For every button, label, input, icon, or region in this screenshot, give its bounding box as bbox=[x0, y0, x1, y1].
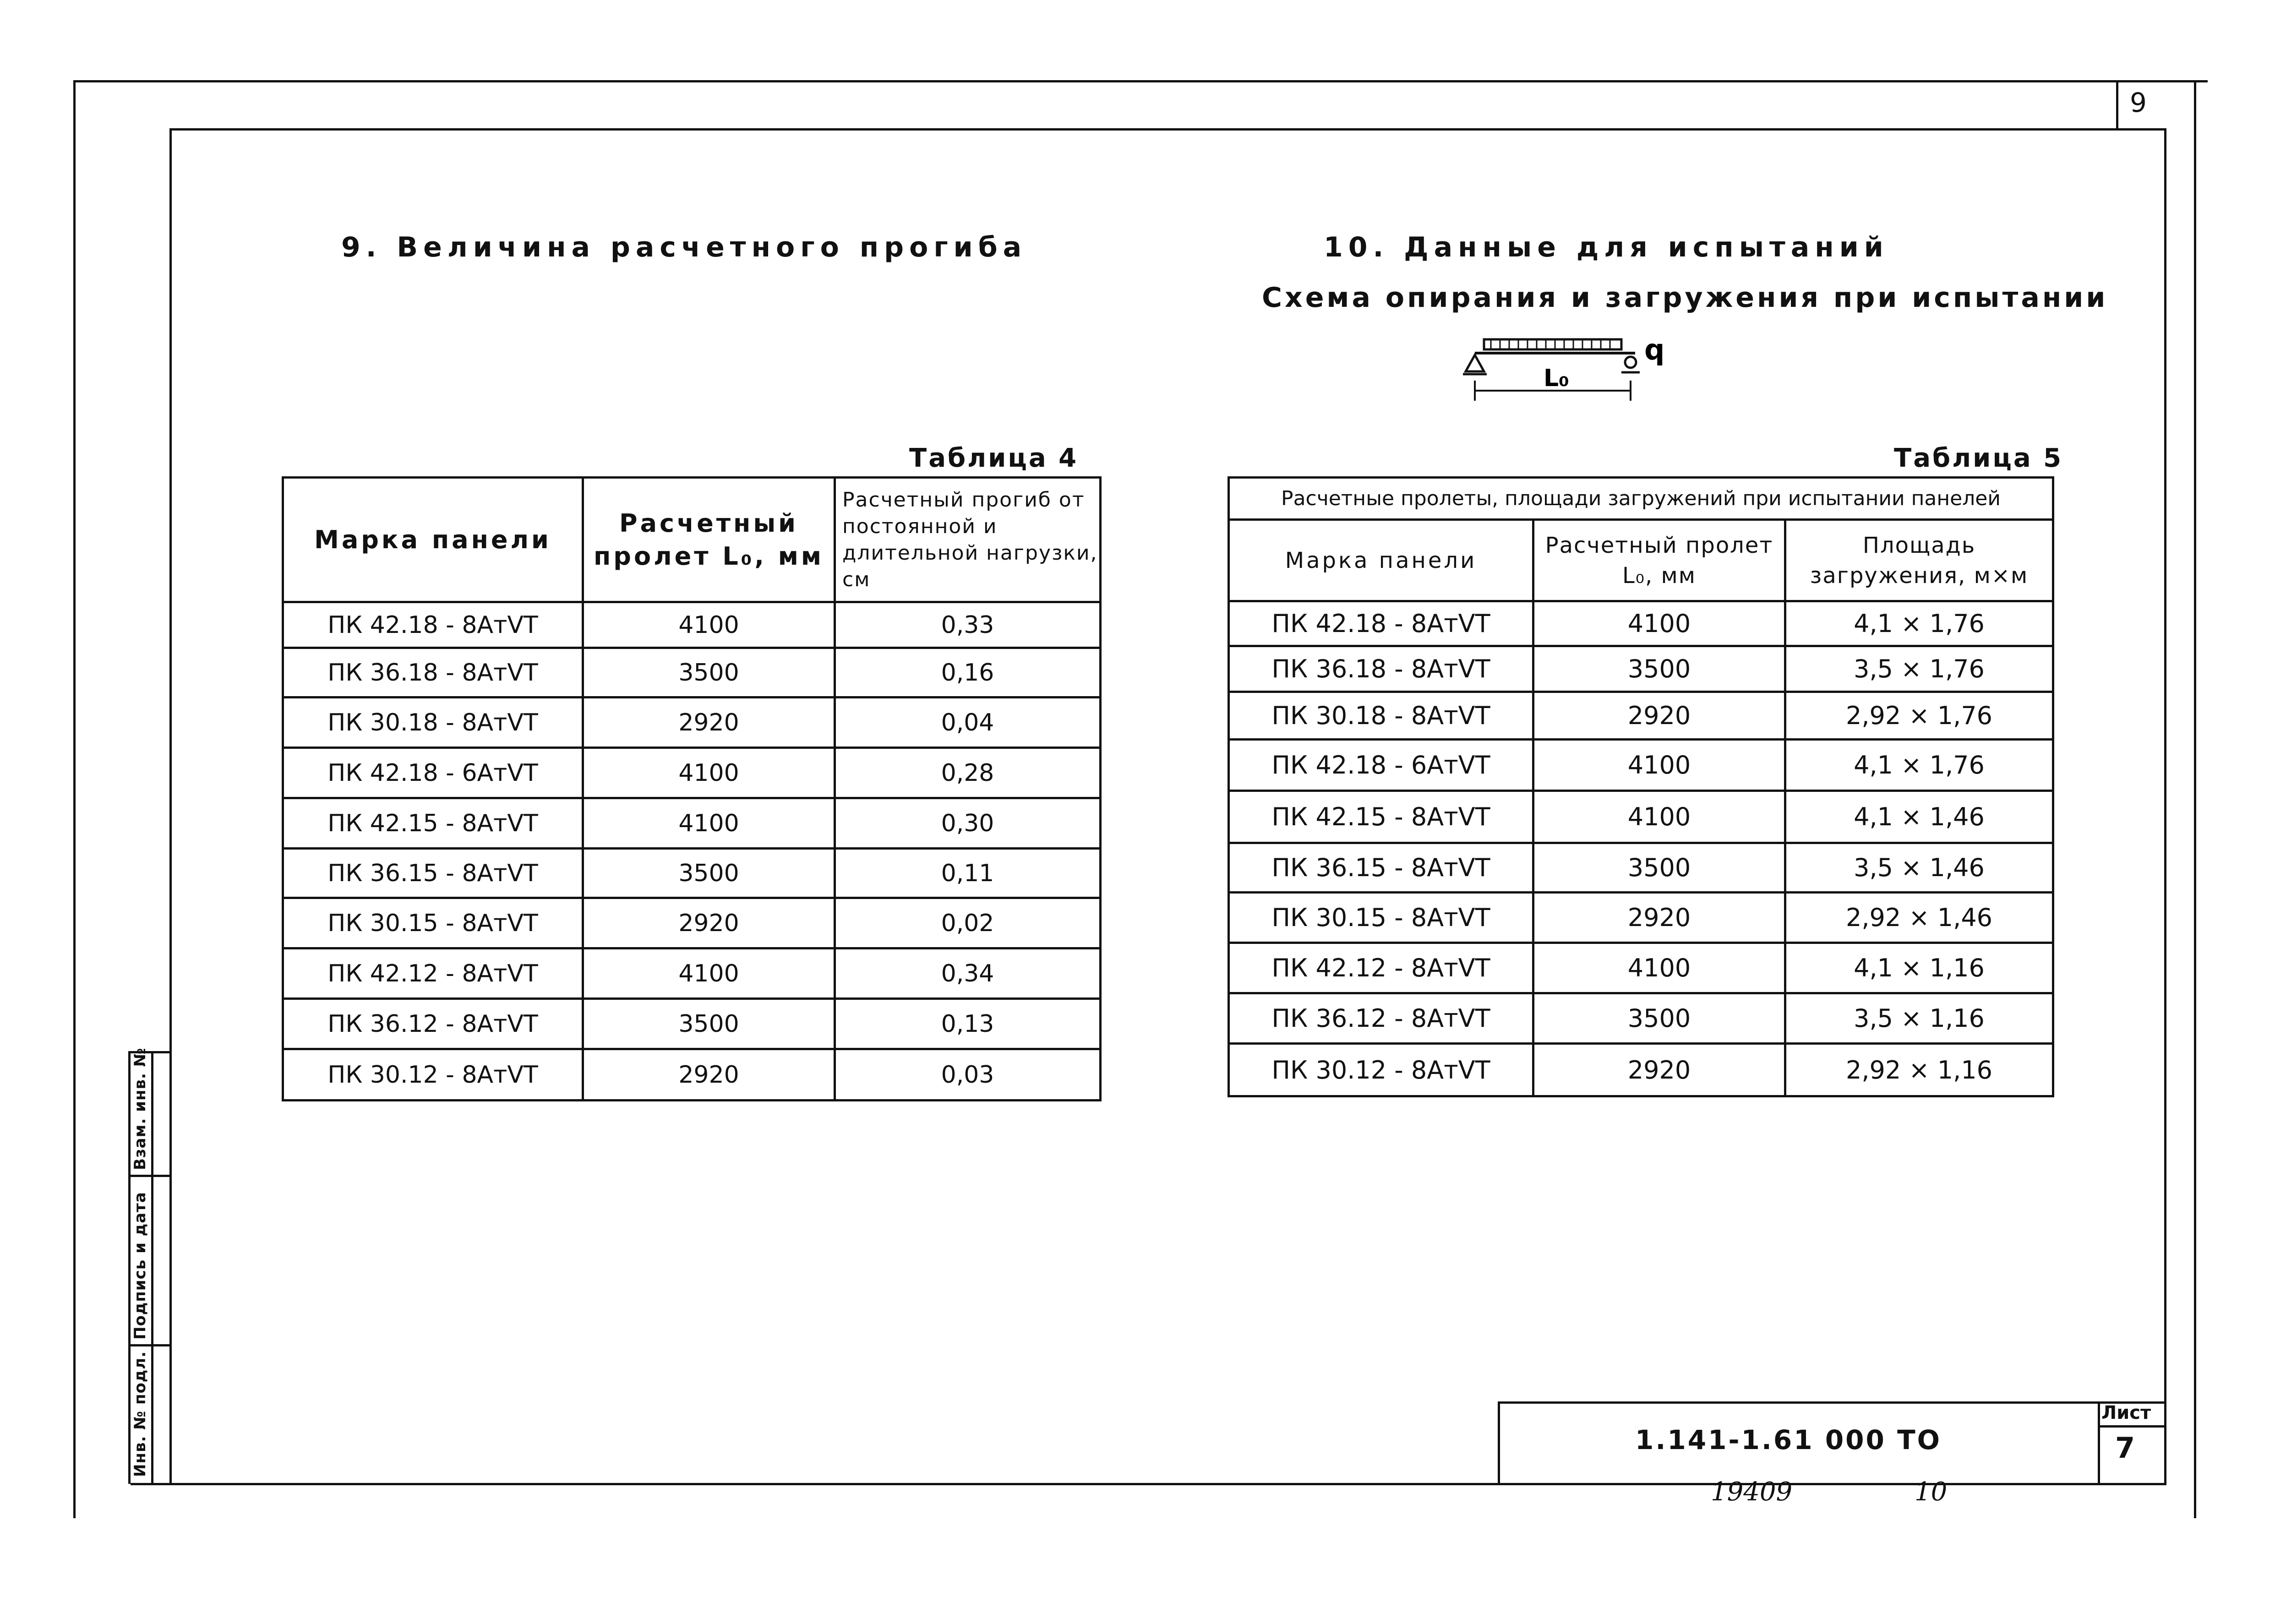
outer-frame-right bbox=[2194, 80, 2196, 1518]
roller-support-icon bbox=[1625, 357, 1636, 368]
table5-cell-mark: ПК 30.12 - 8АтⅤТ bbox=[1229, 1044, 1533, 1096]
table4-cell-span: 3500 bbox=[583, 999, 835, 1049]
table5-cell-mark: ПК 36.18 - 8АтⅤТ bbox=[1229, 646, 1533, 692]
table5-caption: Таблица 5 bbox=[1894, 443, 2063, 473]
side-stamp-podpis-data: Подпись и дата bbox=[131, 1192, 149, 1340]
table5-cell-area: 2,92 × 1,46 bbox=[1785, 893, 2053, 943]
table5-cell-span: 3500 bbox=[1533, 646, 1785, 692]
table4-cell-mark: ПК 42.18 - 6АтⅤТ bbox=[283, 748, 583, 798]
sheet-label: Лист bbox=[2101, 1402, 2151, 1423]
table5-header-span: Расчетный пролет L₀, мм bbox=[1533, 520, 1785, 601]
table5-header-area: Площадь загружения, м×м bbox=[1785, 520, 2053, 601]
table4-cell-value: 0,13 bbox=[835, 999, 1101, 1049]
table5-cell-area: 3,5 × 1,16 bbox=[1785, 993, 2053, 1044]
inner-frame-right bbox=[2164, 128, 2166, 1484]
table5-cell-span: 3500 bbox=[1533, 993, 1785, 1044]
table5-row bbox=[1229, 1044, 2053, 1096]
table4-caption: Таблица 4 bbox=[909, 443, 1079, 473]
table5-cell-area: 3,5 × 1,76 bbox=[1785, 646, 2053, 692]
table5-row bbox=[1229, 943, 2053, 993]
table4-row bbox=[283, 1049, 1101, 1101]
table5-cell-mark: ПК 30.15 - 8АтⅤТ bbox=[1229, 893, 1533, 943]
table5-row bbox=[1229, 791, 2053, 843]
table4-cell-mark: ПК 42.15 - 8АтⅤТ bbox=[283, 798, 583, 849]
side-stamp-left-edge bbox=[128, 1051, 131, 1484]
table4-row bbox=[283, 602, 1101, 648]
table5-cell-mark: ПК 36.12 - 8АтⅤТ bbox=[1229, 993, 1533, 1044]
table5-cell-area: 2,92 × 1,76 bbox=[1785, 692, 2053, 740]
table5 bbox=[1228, 476, 2054, 1097]
section9-title: 9. Величина расчетного прогиба bbox=[341, 231, 1027, 263]
outer-frame-top bbox=[73, 80, 2208, 82]
inner-frame-bottom bbox=[131, 1483, 2166, 1485]
table4-row bbox=[283, 999, 1101, 1049]
table4-cell-mark: ПК 36.15 - 8АтⅤТ bbox=[283, 849, 583, 898]
outer-frame-left bbox=[73, 80, 76, 1518]
table5-cell-area: 4,1 × 1,46 bbox=[1785, 791, 2053, 843]
table5-cell-area: 3,5 × 1,46 bbox=[1785, 843, 2053, 893]
table5-cell-mark: ПК 42.15 - 8АтⅤТ bbox=[1229, 791, 1533, 843]
table5-header-mark: Марка панели bbox=[1229, 520, 1533, 601]
table4-row bbox=[283, 798, 1101, 849]
table4-cell-value: 0,30 bbox=[835, 798, 1101, 849]
table4-cell-value: 0,16 bbox=[835, 648, 1101, 698]
table4-row bbox=[283, 948, 1101, 999]
table4-cell-mark: ПК 30.12 - 8АтⅤТ bbox=[283, 1049, 583, 1101]
table5-row bbox=[1229, 601, 2053, 646]
span-label: L₀ bbox=[1544, 365, 1569, 392]
table5-row bbox=[1229, 993, 2053, 1044]
title-block-left bbox=[1498, 1401, 1500, 1484]
table4-cell-span: 2920 bbox=[583, 898, 835, 948]
document-code: 1.141-1.61 000 ТО bbox=[1635, 1424, 1942, 1455]
table4-cell-value: 0,02 bbox=[835, 898, 1101, 948]
table4-header-mark: Марка панели bbox=[283, 478, 583, 602]
side-stamp-divider bbox=[151, 1051, 153, 1484]
table4-cell-value: 0,11 bbox=[835, 849, 1101, 898]
table4-row bbox=[283, 748, 1101, 798]
table5-cell-mark: ПК 36.15 - 8АтⅤТ bbox=[1229, 843, 1533, 893]
table4-cell-span: 3500 bbox=[583, 648, 835, 698]
table5-cell-mark: ПК 42.12 - 8АтⅤТ bbox=[1229, 943, 1533, 993]
table4-cell-span: 2920 bbox=[583, 698, 835, 748]
table5-row bbox=[1229, 893, 2053, 943]
table4-row bbox=[283, 849, 1101, 898]
inner-frame-top bbox=[169, 128, 2166, 131]
side-stamp-sep1 bbox=[128, 1175, 172, 1177]
table5-cell-span: 4100 bbox=[1533, 791, 1785, 843]
table4-cell-mark: ПК 36.12 - 8АтⅤТ bbox=[283, 999, 583, 1049]
table4-cell-value: 0,28 bbox=[835, 748, 1101, 798]
table4-cell-span: 4100 bbox=[583, 602, 835, 648]
side-stamp-inv-podl: Инв. № подл. bbox=[131, 1351, 149, 1477]
table4-cell-span: 4100 bbox=[583, 748, 835, 798]
loading-scheme-diagram bbox=[1457, 337, 1695, 410]
table4-row bbox=[283, 648, 1101, 698]
table5-row bbox=[1229, 646, 2053, 692]
table4-row bbox=[283, 698, 1101, 748]
table5-cell-span: 2920 bbox=[1533, 692, 1785, 740]
table4-header-deflection: Расчетный прогиб от постоянной и длительной нагрузки, см bbox=[835, 478, 1101, 602]
section10-title: 10. Данные для испытаний bbox=[1324, 231, 1889, 263]
table5-cell-span: 3500 bbox=[1533, 843, 1785, 893]
table4-cell-mark: ПК 30.18 - 8АтⅤТ bbox=[283, 698, 583, 748]
table4-cell-mark: ПК 30.15 - 8АтⅤТ bbox=[283, 898, 583, 948]
table5-row bbox=[1229, 740, 2053, 791]
table5-cell-span: 4100 bbox=[1533, 943, 1785, 993]
table4-row bbox=[283, 898, 1101, 948]
table5-row bbox=[1229, 692, 2053, 740]
table5-cell-mark: ПК 42.18 - 8АтⅤТ bbox=[1229, 601, 1533, 646]
table4-cell-value: 0,34 bbox=[835, 948, 1101, 999]
table4-cell-span: 3500 bbox=[583, 849, 835, 898]
side-stamp-sep2 bbox=[128, 1344, 172, 1346]
page-number: 9 bbox=[2130, 87, 2147, 118]
table5-cell-span: 4100 bbox=[1533, 601, 1785, 646]
inner-frame-left bbox=[169, 128, 172, 1484]
table4 bbox=[282, 476, 1102, 1101]
table4-header-span: Расчетный пролет L₀, мм bbox=[583, 478, 835, 602]
table4-cell-span: 4100 bbox=[583, 798, 835, 849]
table5-cell-mark: ПК 30.18 - 8АтⅤТ bbox=[1229, 692, 1533, 740]
section10-subtitle: Схема опирания и загружения при испытании bbox=[1262, 282, 2108, 314]
table5-cell-area: 4,1 × 1,16 bbox=[1785, 943, 2053, 993]
sheet-number: 7 bbox=[2115, 1431, 2135, 1465]
table5-cell-span: 2920 bbox=[1533, 893, 1785, 943]
table5-row bbox=[1229, 843, 2053, 893]
title-block-sheet-divider bbox=[2098, 1401, 2100, 1484]
pinned-support-icon bbox=[1466, 355, 1484, 371]
table5-cell-area: 2,92 × 1,16 bbox=[1785, 1044, 2053, 1096]
table4-cell-mark: ПК 42.18 - 8АтⅤТ bbox=[283, 602, 583, 648]
side-stamp-vzam-inv: Взам. инв. № bbox=[131, 1047, 149, 1170]
table4-cell-value: 0,03 bbox=[835, 1049, 1101, 1101]
table5-cell-span: 2920 bbox=[1533, 1044, 1785, 1096]
load-label: q bbox=[1644, 337, 1665, 366]
table4-cell-value: 0,33 bbox=[835, 602, 1101, 648]
table5-cell-span: 4100 bbox=[1533, 740, 1785, 791]
table4-cell-span: 4100 bbox=[583, 948, 835, 999]
order-number: 19409 bbox=[1711, 1477, 1793, 1507]
table4-cell-mark: ПК 42.12 - 8АтⅤТ bbox=[283, 948, 583, 999]
title-block-sheet-sep bbox=[2098, 1425, 2166, 1428]
table4-cell-span: 2920 bbox=[583, 1049, 835, 1101]
table4-cell-value: 0,04 bbox=[835, 698, 1101, 748]
table4-cell-mark: ПК 36.18 - 8АтⅤТ bbox=[283, 648, 583, 698]
format-number: 10 bbox=[1915, 1477, 1948, 1507]
table5-cell-mark: ПК 42.18 - 6АтⅤТ bbox=[1229, 740, 1533, 791]
page-number-box-left bbox=[2116, 82, 2118, 129]
table5-cell-area: 4,1 × 1,76 bbox=[1785, 601, 2053, 646]
table5-cell-area: 4,1 × 1,76 bbox=[1785, 740, 2053, 791]
title-block-top bbox=[1498, 1401, 2166, 1404]
table5-title-row: Расчетные пролеты, площади загружений при испытании панелей bbox=[1229, 478, 2053, 520]
